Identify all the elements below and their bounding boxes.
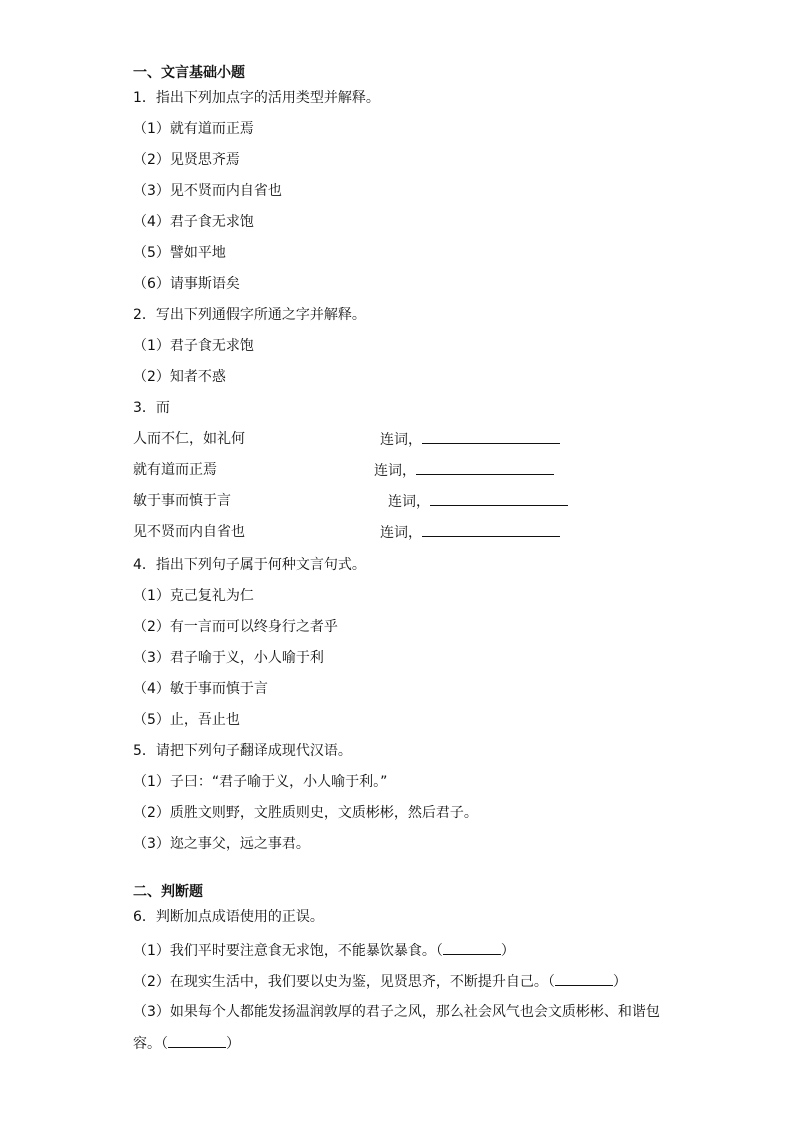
question-6-item-3-continuation: 容。（ ） [133, 1033, 240, 1054]
question-5-stem: 5．请把下列句子翻译成现代汉语。 [133, 743, 352, 759]
question-1-item-3: （3）见不贤而内自省也 [133, 183, 282, 199]
conjunction-label: 连词， [374, 463, 416, 479]
question-6-item-2: （2）在现实生活中，我们要以史为鉴，见贤思齐，不断提升自己。（ ） [133, 971, 627, 992]
question-4-item-5: （5）止，吾止也 [133, 712, 240, 728]
question-4-item-2: （2）有一言而可以终身行之者乎 [133, 619, 338, 635]
conjunction-label: 连词， [380, 525, 422, 541]
question-1-stem: 1．指出下列加点字的活用类型并解释。 [133, 90, 380, 106]
question-1-item-4: （4）君子食无求饱 [133, 214, 254, 230]
question-2-item-2: （2）知者不惑 [133, 369, 226, 385]
answer-blank[interactable] [422, 522, 560, 537]
question-3-phrase: 见不贤而内自省也 [133, 524, 245, 540]
question-4-item-4: （4）敏于事而慎于言 [133, 681, 268, 697]
question-1-item-6: （6）请事斯语矣 [133, 276, 240, 292]
question-3-stem: 3．而 [133, 400, 170, 416]
question-1-item-2: （2）见贤思齐焉 [133, 152, 240, 168]
conjunction-label: 连词， [380, 432, 422, 448]
section-heading-2: 二、判断题 [133, 884, 203, 900]
question-5-item-1: （1）子曰：“君子喻于义，小人喻于利。” [133, 774, 388, 790]
question-1-item-1: （1）就有道而正焉 [133, 121, 254, 137]
question-6-item-1: （1）我们平时要注意食无求饱，不能暴饮暴食。（ ） [133, 940, 515, 961]
answer-blank[interactable] [443, 940, 501, 955]
answer-blank[interactable] [422, 429, 560, 444]
question-5-item-2: （2）质胜文则野，文胜质则史，文质彬彬，然后君子。 [133, 805, 478, 821]
question-2-stem: 2．写出下列通假字所通之字并解释。 [133, 307, 366, 323]
answer-blank[interactable] [555, 971, 613, 986]
question-3-phrase: 敏于事而慎于言 [133, 493, 231, 509]
question-6-stem: 6．判断加点成语使用的正误。 [133, 909, 324, 925]
question-5-item-3: （3）迩之事父，远之事君。 [133, 836, 310, 852]
answer-blank[interactable] [430, 491, 568, 506]
question-6-item-3: （3）如果每个人都能发扬温润敦厚的君子之风，那么社会风气也会文质彬彬、和谐包 [133, 1004, 660, 1020]
section-heading-1: 一、文言基础小题 [133, 65, 245, 81]
answer-blank[interactable] [168, 1033, 226, 1048]
answer-blank[interactable] [416, 460, 554, 475]
question-4-item-3: （3）君子喻于义，小人喻于利 [133, 650, 324, 666]
question-4-item-1: （1）克己复礼为仁 [133, 588, 254, 604]
question-1-item-5: （5）譬如平地 [133, 245, 226, 261]
question-3-phrase: 就有道而正焉 [133, 462, 217, 478]
question-2-item-1: （1）君子食无求饱 [133, 338, 254, 354]
conjunction-label: 连词， [388, 494, 430, 510]
question-3-phrase: 人而不仁，如礼何 [133, 431, 245, 447]
question-4-stem: 4．指出下列句子属于何种文言句式。 [133, 557, 366, 573]
